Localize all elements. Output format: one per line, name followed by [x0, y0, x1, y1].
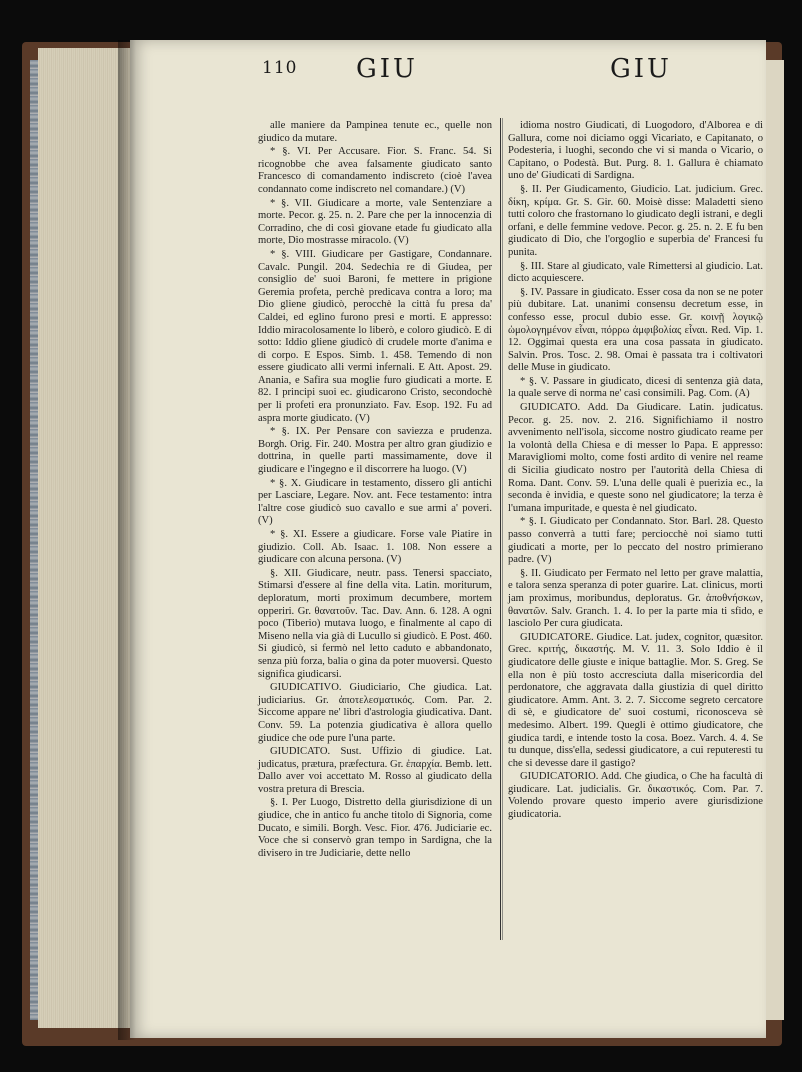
- entry-paragraph: idioma nostro Giudicati, di Luogodoro, d'Alborea e di Gallura, come noi diciamo oggi Vicariato, e Capitanato, o Podesteria, i luoghi, secondo che vi si manda o Vicario, o Capitano, o Podestà. But. Purg. 8. 1. Gallura è chiamato uno de' Giudicati di Sardigna.: [508, 120, 763, 182]
- entry-paragraph: §. I. Per Luogo, Distretto della giurisdizione di un giudice, che in antico fu anche titolo di Signoria, come Ducato, e simili. Borgh. Vesc. Fior. 476. Judiciarie ec. Voce che si conservò gran tempo in Sardigna, che la divisero in tre Judiciarie, dette nello: [258, 797, 492, 859]
- entry-paragraph: * §. X. Giudicare in testamento, dissero gli antichi per Lasciare, Legare. Nov. ant. Fece testamento: intra l'altre cose giudicò suo cavallo e sue armi a' poveri. (V): [258, 477, 492, 527]
- next-page-edge: [766, 60, 784, 1020]
- page-fold-shadow: [118, 40, 136, 1040]
- entry-paragraph: * §. VII. Giudicare a morte, vale Sentenziare a morte. Pecor. g. 25. n. 2. Pare che per la innocenzia di Corradino, che di così giovane etade fu giudicato alla morte, Dio mostrasse miracolo. (V): [258, 197, 492, 247]
- running-headword-left: GIU: [356, 54, 418, 84]
- running-headword-right: GIU: [610, 54, 672, 84]
- entry-paragraph: * §. VIII. Giudicare per Gastigare, Condannare. Cavalc. Pungil. 204. Sedechia re di Giudea, per consiglio de' suoi Baroni, fe mettere in prigione Geremia profeta, perchè predicava contra a loro; ma Dio gliene giudicò, perocchè la città fu presa da' Caldei, ed eglino furono presi e morti. E appresso: Iddio miracolosamente lo liberò, e coloro giudicò. E di sotto: Iddio gliene giudicò di crudele morte d'anima e di corpo. E Espos. Simb. 1. 458. Temendo di non essere giudicato alli vermi infernali. E Att. Apost. 29. Anania, e Safira sua moglie furo giudicati a morte. E 82. I principi suoi ec. giudicarono Cristo, secondochè per li profeti era pronunziato. Fav. Esop. 192. Fu ad aspra morte giudicato. (V): [258, 248, 492, 424]
- entry-paragraph: §. XII. Giudicare, neutr. pass. Tenersi spacciato, Stimarsi d'essere al fine della vita. Latin. moriturum, deploratum, morti proximum decumbere, mortem opperiri. Gr. θανατοῦν. Tac. Dav. Ann. 6. 128. A ogni poco (Tiberio) mutava luogo, e finalmente al capo di Miseno nella via già di Lucullo si giudicò. E Post. 460. Si giudicò, si fermò nel letto caduto e abbandonato, senza più forza, balia o gina da poter muoversi. Questo significa giudicarsi.: [258, 567, 492, 680]
- page-number: 110: [262, 58, 298, 78]
- entry-paragraph: §. II. Giudicato per Fermato nel letto per grave malattia, e talora senza speranza di poter guarire. Lat. clinicus, morti jam proximus, moribundus, deploratus. Gr. ἀποθνήσκων, θανατῶν. Salv. Granch. 1. 4. Io per la parte mia ti sfido, e lasciolo Per cura giudicata.: [508, 567, 763, 630]
- entry-paragraph: * §. XI. Essere a giudicare. Forse vale Piatire in giudizio. Coll. Ab. Isaac. 1. 108. Non essere a giudicare con alcuna persona. (V): [258, 529, 492, 566]
- entry-paragraph: * §. I. Giudicato per Condannato. Stor. Barl. 28. Questo passo converrà a tutti fare; perciocchè noi siamo tutti giudicati a morte, per lo peccato del nostro primierano padre. (V): [508, 516, 763, 566]
- entry-paragraph: GIUDICATO. Add. Da Giudicare. Latin. judicatus. Pecor. g. 25. nov. 2. 216. Significhiamo il nostro avvenimento nell'isola, siccome nostro giudicato reame per la volontà della Chiesa e di messer lo Papa. E appresso: Maravigliomi molto, come fosti ardito di venire nel reame di Sicilia giudicato nostro per l'autorità della Chiesa di Roma. Dant. Conv. 59. L'una delle quali è puerizia ec., la seconda è invidia, e queste sono nel giudicatore; la terza è l'umana impuritade, e questa è nel giudicato.: [508, 402, 763, 514]
- right-column: [508, 120, 763, 823]
- entry-paragraph: GIUDICATIVO. Giudiciario, Che giudica. Lat. judiciarius. Gr. ἀποτελεσματικός. Com. Par. 2. Siccome appare ne' libri d'astrologia giudicativa. Dant. Conv. 59. La potenzia giudicativa è allora quello giudice che ode pure l'una parte.: [258, 682, 492, 744]
- entry-paragraph: GIUDICATORIO. Add. Che giudica, o Che ha facultà di giudicare. Lat. judicialis. Gr. δικαστικός. Com. Par. 7. Volendo provare questo imperio avere giurisdizione giudicatoria.: [508, 771, 763, 821]
- entry-paragraph: §. II. Per Giudicamento, Giudicio. Lat. judicium. Grec. δίκη, κρίμα. Gr. S. Gir. 60. Moisè disse: Maladetti sieno tutti coloro che frastornano lo giudicato degli istrani, e degli orfani, e delle femmine vedove. Pecor. g. 25. n. 2. E fu ben giudicato di Dio, che l'orgoglio e superbia de' Francesi fu punita.: [508, 183, 763, 258]
- entry-paragraph: * §. VI. Per Accusare. Fior. S. Franc. 54. Si ricognobbe che avea falsamente giudicato santo Francesco di comandamento indiscreto (cioè l'avea condannato come indiscreto nel comandare.) (V): [258, 146, 492, 195]
- column-divider: [500, 118, 501, 940]
- entry-paragraph: alle maniere da Pampinea tenute ec., quelle non giudico da mutare.: [258, 120, 492, 144]
- entry-paragraph: GIUDICATO. Sust. Uffizio di giudice. Lat. judicatus, prætura, præfectura. Gr. ἐπαρχία. Bemb. lett. Dallo aver voi accettato M. Rosso al giudicato della vostra pretura di Brescia.: [258, 746, 492, 795]
- column-divider-double: [502, 118, 503, 940]
- entry-paragraph: §. IV. Passare in giudicato. Esser cosa da non se ne poter più dubitare. Lat. unanimi consensu decretum esse, in confesso esse, procul dubio esse. Gr. κοινῇ λογικῷ ὡμολογημένον εἶναι, πόρρω ἀμφιβολίας εἶναι. Red. Vip. 1. 12. Oggimai questa era una cosa passata in giudicato. Salvin. Pros. Tosc. 2. 98. Omai è passata tra i coltivatori delle Muse in giudicato.: [508, 286, 763, 374]
- entry-paragraph: * §. IX. Per Pensare con saviezza e prudenza. Borgh. Orig. Fir. 240. Mostra per altro gran giudizio e dottrina, in quelle parti massimamente, dove il giudicare e l'ingegno e il discorrere ha luogo. (V): [258, 426, 492, 476]
- entry-paragraph: §. III. Stare al giudicato, vale Rimettersi al giudicio. Lat. dicto acquiescere.: [508, 260, 763, 285]
- entry-paragraph: GIUDICATORE. Giudice. Lat. judex, cognitor, quæsitor. Grec. κριτής, δικαστής. M. V. 11. 3. Solo Iddio è il giudicatore delle giuste e inique battaglie. Mor. S. Greg. Se ella non è più tosto accresciuta dalla misericordia del perdonatore, che aggravata dalla giustizia di quel diritto giudicatore. Amm. Ant. 3. 2. 7. Siccome segreto cercatore di sè, e giudicatore de' suoi costumi, riconosceva sè medesimo. Albert. 199. Quegli è ottimo giudicatore, che giudica tardi, e intende tosto la cosa. Boez. Varch. 4. 4. Se tu dunque, diss'ella, sedessi giudicatore, a cui reputeresti tu che si devesse dare il gastigo?: [508, 631, 763, 769]
- left-column: [258, 120, 492, 861]
- page-header: [130, 54, 766, 94]
- entry-paragraph: * §. V. Passare in giudicato, dicesi di sentenza già data, la quale serve di norma ne' casi consimili. Pag. Com. (A): [508, 375, 763, 400]
